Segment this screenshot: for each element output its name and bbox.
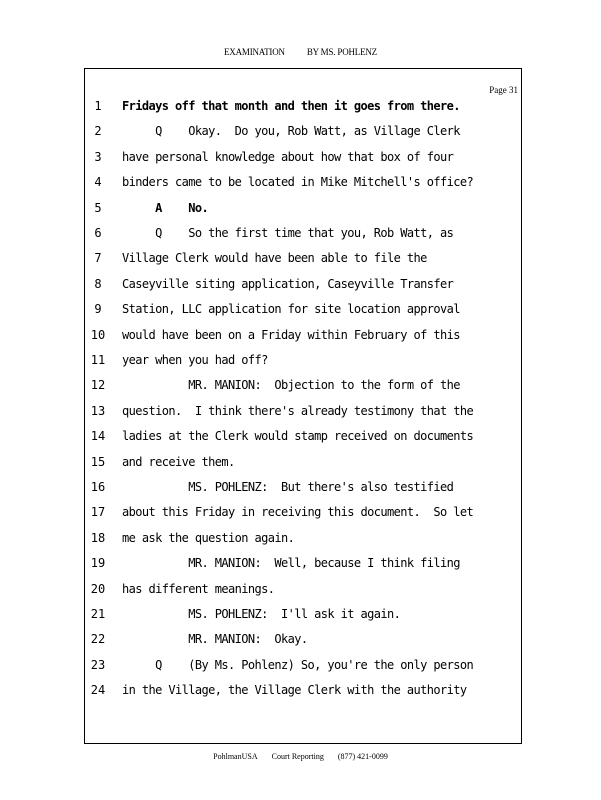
line-number: 10 xyxy=(90,327,106,342)
transcript-line xyxy=(0,251,601,276)
line-text: Q So the first time that you, Rob Watt, as xyxy=(122,226,454,240)
line-text: Caseyville siting application, Caseyville Transfer xyxy=(122,276,454,291)
line-number: 19 xyxy=(90,556,106,571)
line-text: MS. POHLENZ: But there's also testified xyxy=(122,480,454,494)
transcript-line xyxy=(0,302,601,327)
line-number: 22 xyxy=(90,632,106,647)
line-text: Fridays off that month and then it goes from there. xyxy=(122,99,460,113)
line-number: 13 xyxy=(90,403,106,418)
line-text: Q (By Ms. Pohlenz) So, you're the only person xyxy=(122,657,474,672)
line-text: has different meanings. xyxy=(122,581,275,596)
line-text: ladies at the Clerk would stamp received on documents xyxy=(122,429,474,444)
transcript-line xyxy=(0,201,601,226)
line-number: 3 xyxy=(94,149,102,164)
line-text: MR. MANION: Okay. xyxy=(122,632,308,647)
transcript-line xyxy=(0,480,601,505)
transcript-line xyxy=(0,582,601,607)
line-number: 5 xyxy=(94,200,102,215)
line-number: 12 xyxy=(90,378,106,393)
line-number: 16 xyxy=(90,480,106,494)
page-header xyxy=(0,47,601,57)
footer-phone: (877) 421-0099 xyxy=(337,752,388,761)
line-text: binders came to be located in Mike Mitchell's office? xyxy=(122,175,474,190)
line-text: in the Village, the Village Clerk with the authority xyxy=(122,683,467,698)
line-text: about this Friday in receiving this document. So let xyxy=(122,505,474,520)
line-number: 15 xyxy=(90,454,106,469)
transcript-line xyxy=(0,556,601,581)
transcript-line xyxy=(0,531,601,556)
line-number: 8 xyxy=(94,276,102,291)
transcript-line xyxy=(0,632,601,657)
line-text: MR. MANION: Well, because I think filing xyxy=(122,556,460,571)
line-text: me ask the question again. xyxy=(122,530,295,545)
header-examiner: BY MS. POHLENZ xyxy=(306,47,377,57)
transcript-line xyxy=(0,505,601,530)
transcript-line xyxy=(0,99,601,124)
transcript-line xyxy=(0,455,601,480)
transcript-line xyxy=(0,175,601,200)
line-text: A No. xyxy=(122,200,209,215)
transcript-line xyxy=(0,353,601,378)
line-number: 14 xyxy=(90,429,106,444)
transcript-line xyxy=(0,124,601,149)
line-number: 6 xyxy=(94,226,102,240)
line-number: 9 xyxy=(94,302,102,317)
transcript-line xyxy=(0,658,601,683)
line-number: 2 xyxy=(94,124,102,139)
line-text: MR. MANION: Objection to the form of the xyxy=(122,378,460,393)
transcript-line xyxy=(0,683,601,708)
transcript-line xyxy=(0,277,601,302)
line-number: 7 xyxy=(94,251,102,266)
line-text: have personal knowledge about how that box of four xyxy=(122,149,454,164)
line-number: 24 xyxy=(90,683,106,698)
line-text: and receive them. xyxy=(122,454,235,469)
transcript-line xyxy=(0,150,601,175)
transcript-line xyxy=(0,429,601,454)
line-number: 21 xyxy=(90,607,106,621)
header-section: EXAMINATION xyxy=(224,47,285,57)
transcript-line xyxy=(0,226,601,251)
page-number: Page 31 xyxy=(489,85,518,95)
line-text: question. I think there's already testimony that the xyxy=(122,403,474,418)
line-number: 18 xyxy=(90,530,106,545)
transcript-line xyxy=(0,404,601,429)
transcript-line xyxy=(0,607,601,632)
transcript-line xyxy=(0,378,601,403)
line-text: Station, LLC application for site location approval xyxy=(122,302,460,317)
line-number: 23 xyxy=(90,657,106,672)
line-text: would have been on a Friday within February of this xyxy=(122,327,460,342)
line-number: 17 xyxy=(90,505,106,520)
line-text: year when you had off? xyxy=(122,353,268,367)
footer-company: PohlmanUSA xyxy=(213,752,258,761)
footer-service: Court Reporting xyxy=(271,752,324,761)
line-number: 1 xyxy=(94,99,102,113)
line-number: 4 xyxy=(94,175,102,190)
line-number: 20 xyxy=(90,581,106,596)
page-footer xyxy=(0,752,601,761)
line-text: Q Okay. Do you, Rob Watt, as Village Clerk xyxy=(122,124,460,139)
line-text: MS. POHLENZ: I'll ask it again. xyxy=(122,607,401,621)
line-text: Village Clerk would have been able to file the xyxy=(122,251,427,266)
transcript-line xyxy=(0,328,601,353)
line-number: 11 xyxy=(90,353,106,367)
